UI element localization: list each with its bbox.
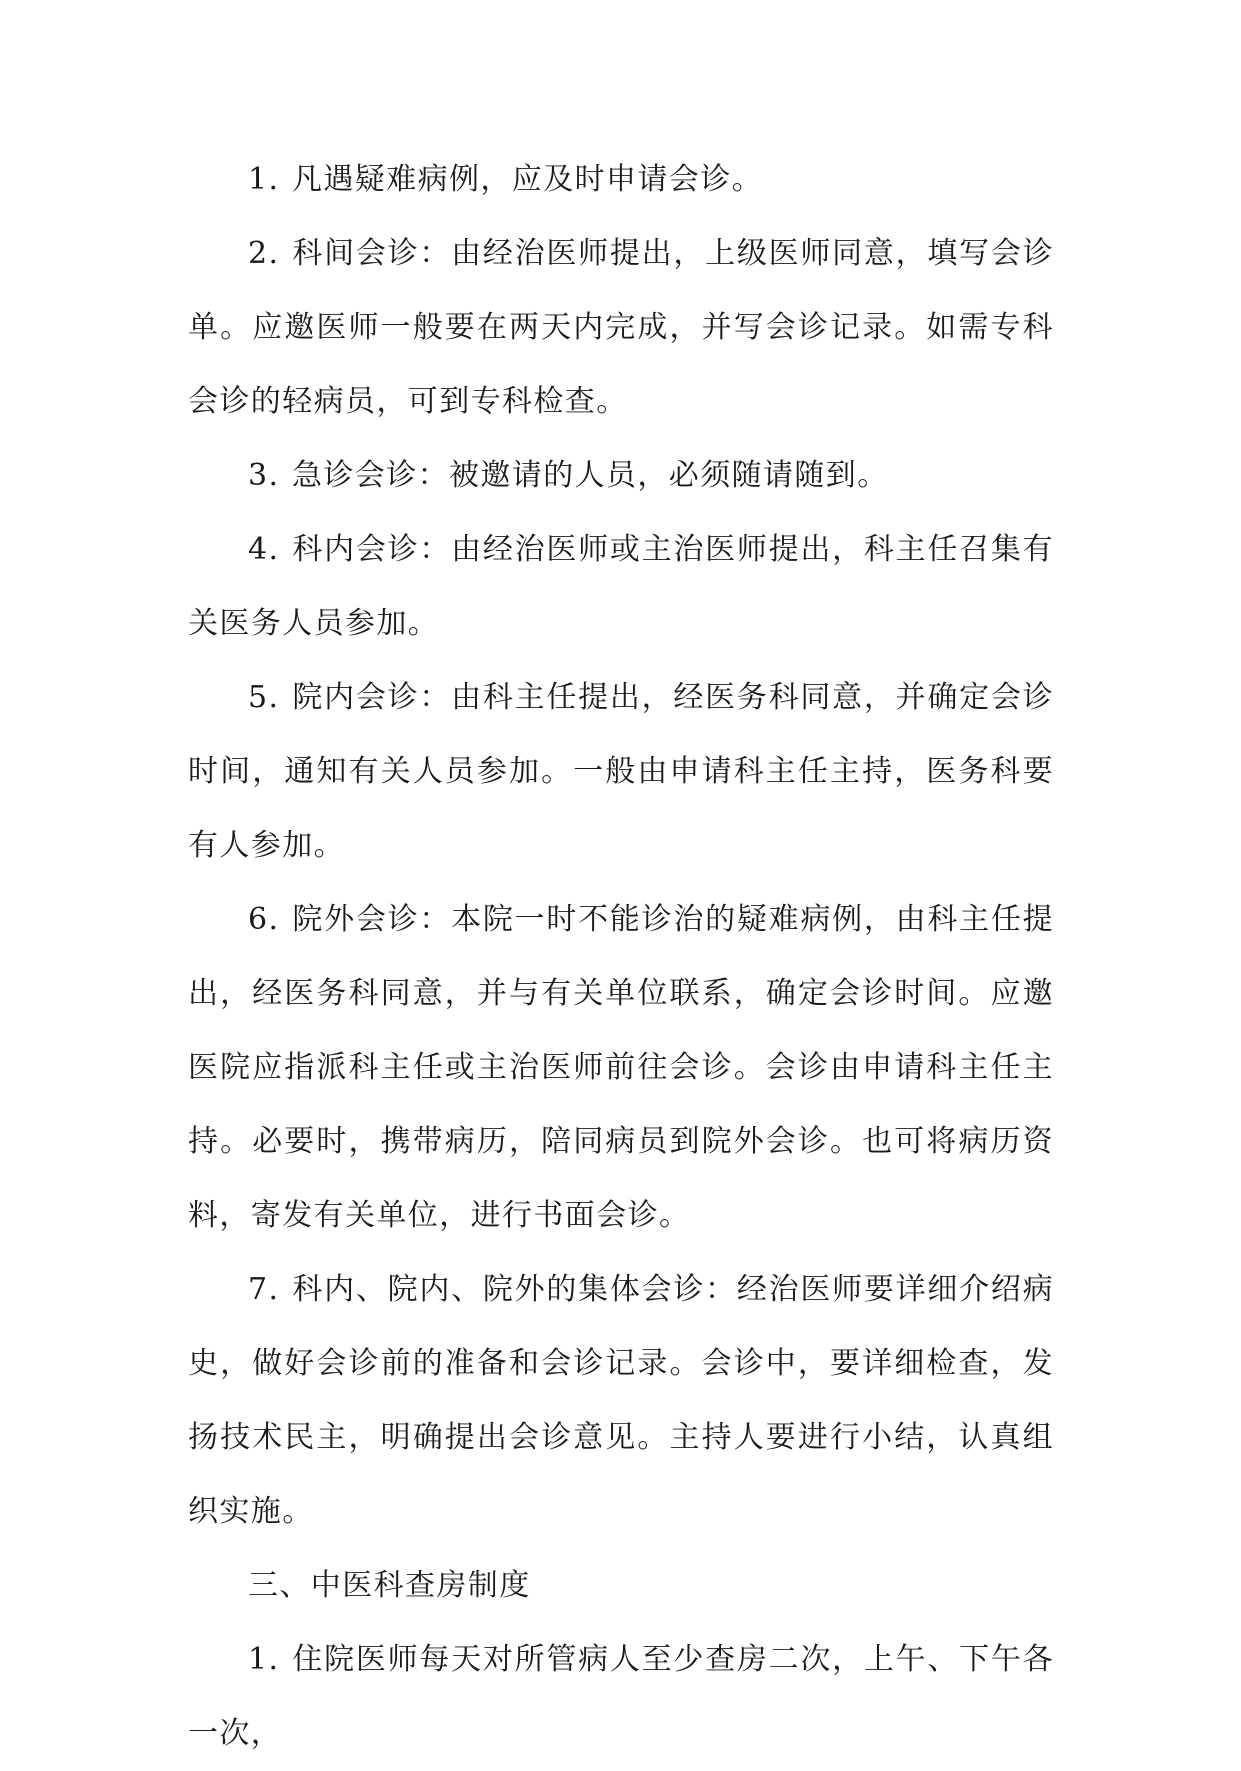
paragraph-number: 1. xyxy=(248,162,280,197)
paragraph-consult-rule-6 xyxy=(188,883,1054,1253)
paragraph-text: 院内会诊：由科主任提出，经医务科同意，并确定会诊时间，通知有关人员参加。一般由申请科主任主持，医务科要有人参加。 xyxy=(188,680,1054,863)
paragraph-text: 急诊会诊：被邀请的人员，必须随请随到。 xyxy=(292,458,889,493)
paragraph-consult-rule-2 xyxy=(188,217,1054,439)
paragraph-text: 凡遇疑难病例，应及时申请会诊。 xyxy=(292,162,763,197)
paragraph-text: 科内、院内、院外的集体会诊：经治医师要详细介绍病史，做好会诊前的准备和会诊记录。会诊中，要详细检查，发扬技术民主，明确提出会诊意见。主持人要进行小结，认真组织实施。 xyxy=(188,1272,1054,1529)
paragraph-number: 7. xyxy=(248,1272,280,1307)
paragraph-consult-rule-5 xyxy=(188,661,1054,883)
section-heading-text: 三、中医科查房制度 xyxy=(248,1568,531,1603)
paragraph-consult-rule-1 xyxy=(188,143,1054,217)
paragraph-number: 6. xyxy=(248,902,280,937)
paragraph-text: 科间会诊：由经治医师提出，上级医师同意，填写会诊单。应邀医师一般要在两天内完成，并写会诊记录。如需专科会诊的轻病员，可到专科检查。 xyxy=(188,236,1054,419)
paragraph-consult-rule-7 xyxy=(188,1253,1054,1549)
paragraph-consult-rule-4 xyxy=(188,513,1054,661)
document-body xyxy=(188,143,1054,1771)
section-heading xyxy=(188,1549,1054,1623)
paragraph-consult-rule-3 xyxy=(188,439,1054,513)
paragraph-number: 3. xyxy=(248,458,280,493)
paragraph-text: 住院医师每天对所管病人至少查房二次，上午、下午各一次， xyxy=(188,1642,1054,1751)
paragraph-number: 5. xyxy=(248,680,280,715)
paragraph-number: 1. xyxy=(248,1642,280,1677)
paragraph-text: 院外会诊：本院一时不能诊治的疑难病例，由科主任提出，经医务科同意，并与有关单位联系，确定会诊时间。应邀医院应指派科主任或主治医师前往会诊。会诊由申请科主任主持。必要时，携带病历，陪同病员到院外会诊。也可将病历资料，寄发有关单位，进行书面会诊。 xyxy=(188,902,1054,1233)
paragraph-text: 科内会诊：由经治医师或主治医师提出，科主任召集有关医务人员参加。 xyxy=(188,532,1054,641)
paragraph-number: 4. xyxy=(248,532,280,567)
paragraph-number: 2. xyxy=(248,236,280,271)
paragraph-ward-round-rule-1 xyxy=(188,1623,1054,1771)
